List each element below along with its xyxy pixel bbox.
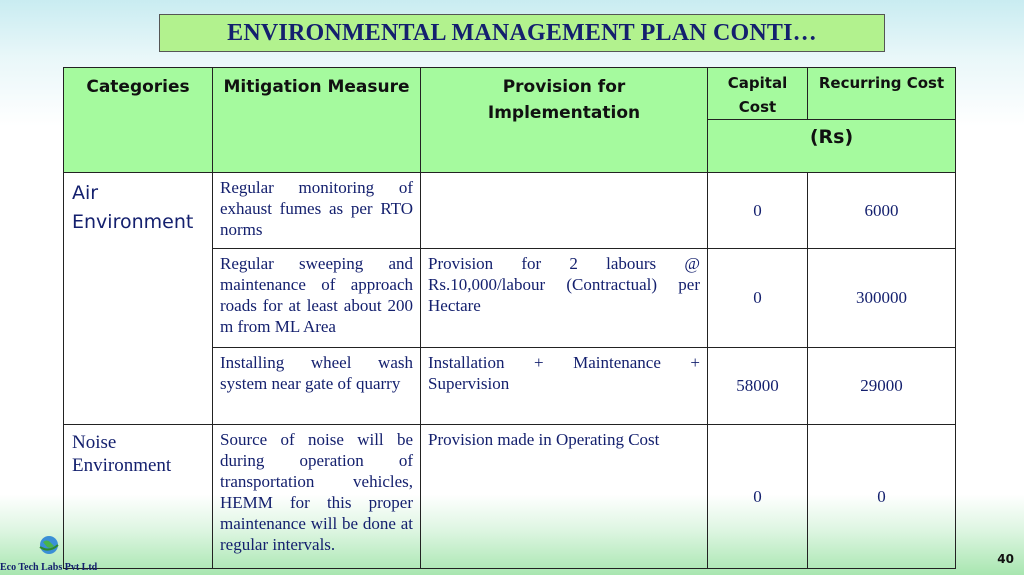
recurring-cost-cell: 6000 xyxy=(808,173,956,249)
header-capital-cost: Capital Cost xyxy=(708,68,808,120)
recurring-cost-cell: 29000 xyxy=(808,348,956,425)
company-logo xyxy=(0,531,110,575)
table-row xyxy=(64,173,956,249)
table-row xyxy=(64,425,956,569)
page-number: 40 xyxy=(997,552,1014,566)
recurring-cost-cell: 300000 xyxy=(808,249,956,348)
mitigation-cell: Installing wheel wash system near gate of quarry xyxy=(213,348,421,425)
mitigation-cell: Regular monitoring of exhaust fumes as per RTO norms xyxy=(213,173,421,249)
category-noise: Noise Environment xyxy=(64,425,213,569)
globe-icon xyxy=(38,534,60,556)
emp-table xyxy=(63,67,956,569)
capital-cost-cell: 0 xyxy=(708,173,808,249)
mitigation-cell: Regular sweeping and maintenance of approach roads for at least about 200 m from ML Area xyxy=(213,249,421,348)
capital-cost-cell: 58000 xyxy=(708,348,808,425)
header-categories: Categories xyxy=(64,68,213,173)
provision-cell xyxy=(421,173,708,249)
provision-cell: Provision made in Operating Cost xyxy=(421,425,708,569)
header-mitigation: Mitigation Measure xyxy=(213,68,421,173)
provision-cell: Installation + Maintenance + Supervision xyxy=(421,348,708,425)
provision-cell: Provision for 2 labours @ Rs.10,000/labour (Contractual) per Hectare xyxy=(421,249,708,348)
mitigation-cell: Source of noise will be during operation of transportation vehicles, HEMM for this proper maintenance will be done at regular intervals. xyxy=(213,425,421,569)
capital-cost-cell: 0 xyxy=(708,425,808,569)
header-provision: Provision for Implementation xyxy=(421,68,708,173)
capital-cost-cell: 0 xyxy=(708,249,808,348)
recurring-cost-cell: 0 xyxy=(808,425,956,569)
slide-title: ENVIRONMENTAL MANAGEMENT PLAN CONTI… xyxy=(159,14,885,52)
header-recurring-cost: Recurring Cost xyxy=(808,68,956,120)
header-unit: (Rs) xyxy=(708,120,956,173)
category-air: Air Environment xyxy=(64,173,213,425)
logo-text: Eco Tech Labs Pvt Ltd xyxy=(0,562,98,573)
